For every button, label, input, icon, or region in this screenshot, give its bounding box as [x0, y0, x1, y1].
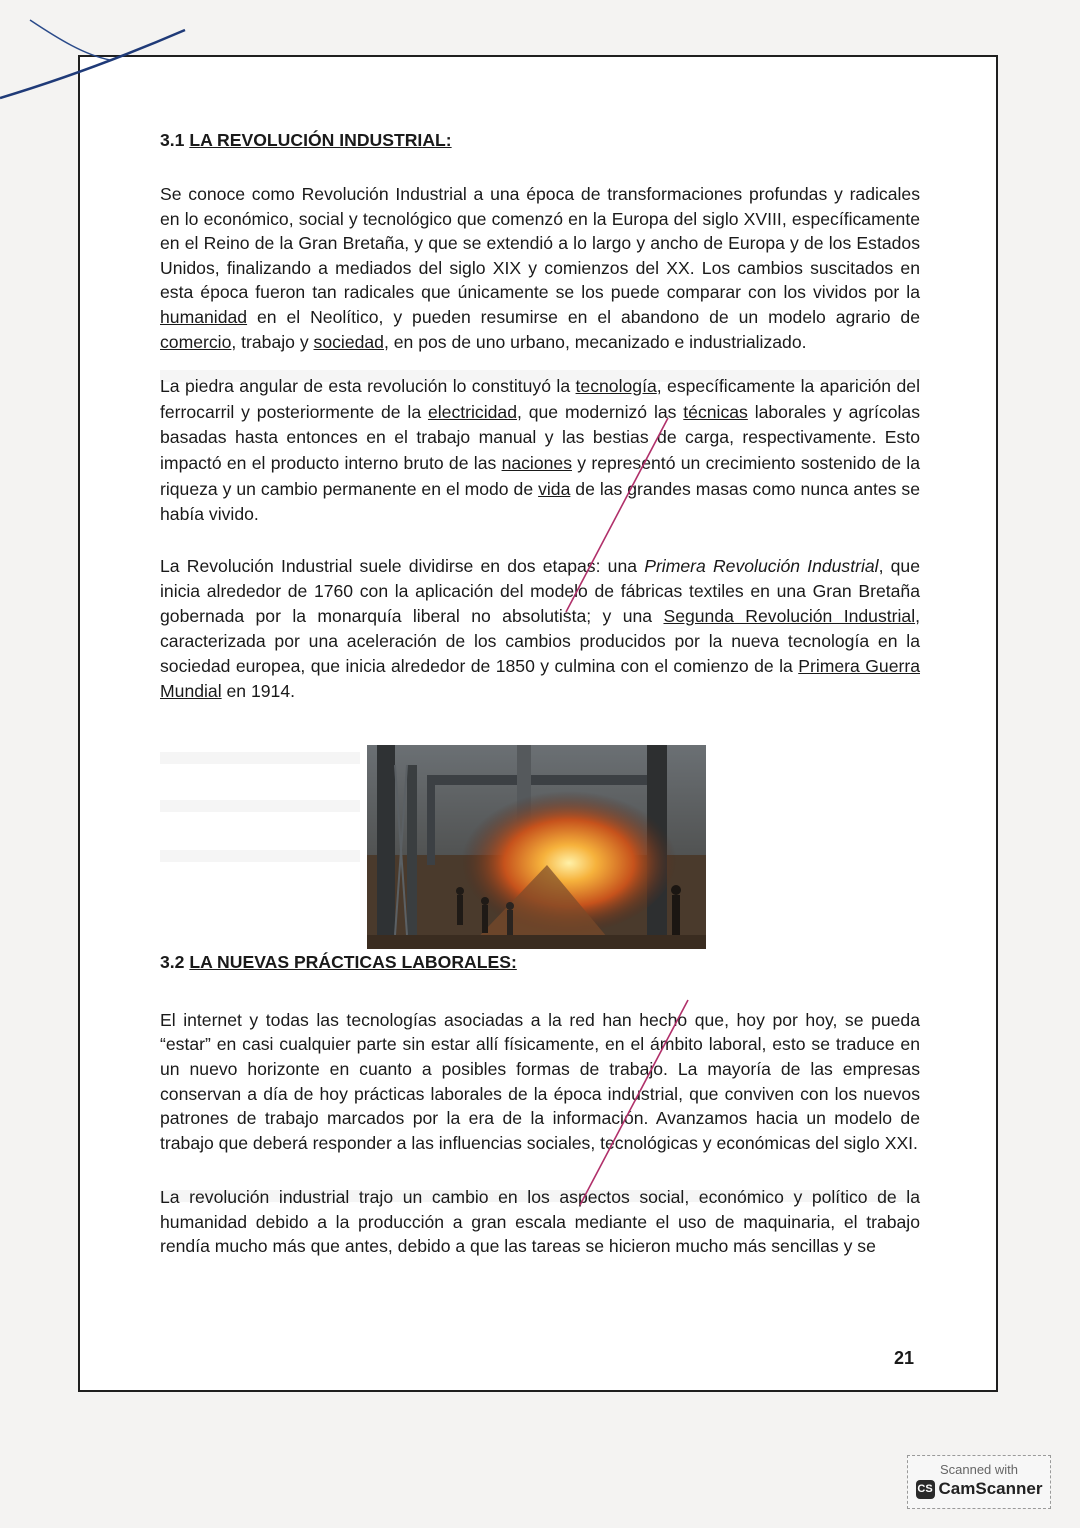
pen-stroke-corner — [30, 20, 110, 60]
industrial-foundry-photo — [367, 745, 706, 949]
paragraph-5: La revolución industrial trajo un cambio en los aspectos social, económico y político de la humanidad debido a la producción a gran escala mediante el uso de maquinaria, el trabajo rendía mucho más que antes, debido a que las tareas se hicieron mucho más sencillas y se — [160, 1187, 920, 1257]
link-comercio[interactable]: comercio — [160, 331, 232, 352]
paragraph-1: Se conoce como Revolución Industrial a una época de transformaciones profundas y radicales en lo económico, social y tecnológico que comenzó en la Europa del siglo XVIII, específicamente en el Reino de la Gran Bretaña, y que se extendió a lo largo y ancho de Europa y de los Estados Unidos, finalizando a mediados del siglo XIX y comienzos del XX. Los cambios suscitados en esta época fueron tan radicales que únicamente se los puede comparar con los vividos por la humanidad en el Neolítico, y pueden resumirse en el abandono de un modelo agrario de comercio, trabajo y sociedad, en pos de uno urbano, mecanizado e industrializado. — [160, 184, 920, 352]
paragraph-2: La piedra angular de esta revolución lo constituyó la tecnología, específicamente la aparición del ferrocarril y posteriormente de la electricidad, que modernizó las técnicas laborales y agrícolas basadas hasta entonces en el trabajo manual y las bestias de carga, respectivamente. Esto impactó en el producto interno bruto de las naciones y representó un crecimiento sostenido de la riqueza y un cambio permanente en el modo de vida de las grandes masas como nunca antes se había vivido. — [160, 376, 920, 525]
link-humanidad[interactable]: humanidad — [160, 306, 248, 327]
document-body — [160, 128, 920, 1259]
section-heading-3-1 — [160, 128, 920, 152]
scanned-with-label: Scanned with — [939, 1462, 1019, 1477]
section-title: LA REVOLUCIÓN INDUSTRIAL: — [189, 130, 452, 150]
section-heading-3-2 — [160, 950, 920, 974]
section-number: 3.2 — [160, 951, 185, 972]
link-vida[interactable]: vida — [538, 478, 571, 499]
link-tecnologia[interactable]: tecnología — [575, 376, 657, 397]
link-segunda-revolucion[interactable]: Segunda Revolución Industrial — [663, 605, 916, 626]
page-number: 21 — [893, 1348, 914, 1368]
link-electricidad[interactable]: electricidad — [427, 401, 517, 422]
link-naciones[interactable]: naciones — [501, 452, 572, 473]
camscanner-logo-icon: CS — [916, 1480, 935, 1499]
paragraph-3: La Revolución Industrial suele dividirse en dos etapas: una Primera Revolución Industrial, que inicia alrededor de 1760 con la aplicación del modelo de fábricas textiles en una Gran Bretaña gobernada por la monarquía liberal no absolutista; y una Segunda Revolución Industrial, caracterizada por una aceleración de los cambios producidos por la nueva tecnología en la sociedad europea, que inicia alrededor de 1850 y culmina con el comienzo de la Primera Guerra Mundial en 1914. — [160, 555, 920, 701]
section-title: LA NUEVAS PRÁCTICAS LABORALES: — [189, 951, 517, 972]
section-number: 3.1 — [160, 130, 185, 150]
camscanner-name: CamScanner — [938, 1479, 1043, 1498]
foundry-illustration — [367, 745, 706, 949]
link-sociedad[interactable]: sociedad — [313, 331, 384, 352]
link-primera-guerra-mundial[interactable]: Primera Guerra Mundial — [160, 655, 920, 701]
camscanner-brand — [908, 1479, 1050, 1499]
emphasis-primera-revolucion: Primera Revolución Industrial — [644, 555, 879, 576]
link-tecnicas[interactable]: técnicas — [683, 401, 748, 422]
camscanner-badge — [907, 1455, 1051, 1509]
paragraph-4: El internet y todas las tecnologías asociadas a la red han hecho que, hoy por hoy, se pueda “estar” en casi cualquier parte sin estar allí físicamente, en el ámbito laboral, esto se traduce en un nuevo horizonte en cuanto a posibles formas de trabajo. La mayoría de las empresas conservan a día de hoy prácticas laborales de la época industrial, que conviven con los nuevos patrones de trabajo marcados por la era de la información. Avanzamos hacia un modelo de trabajo que deberá responder a las influencias sociales, tecnológicas y económicas del siglo XXI. — [160, 1009, 920, 1153]
